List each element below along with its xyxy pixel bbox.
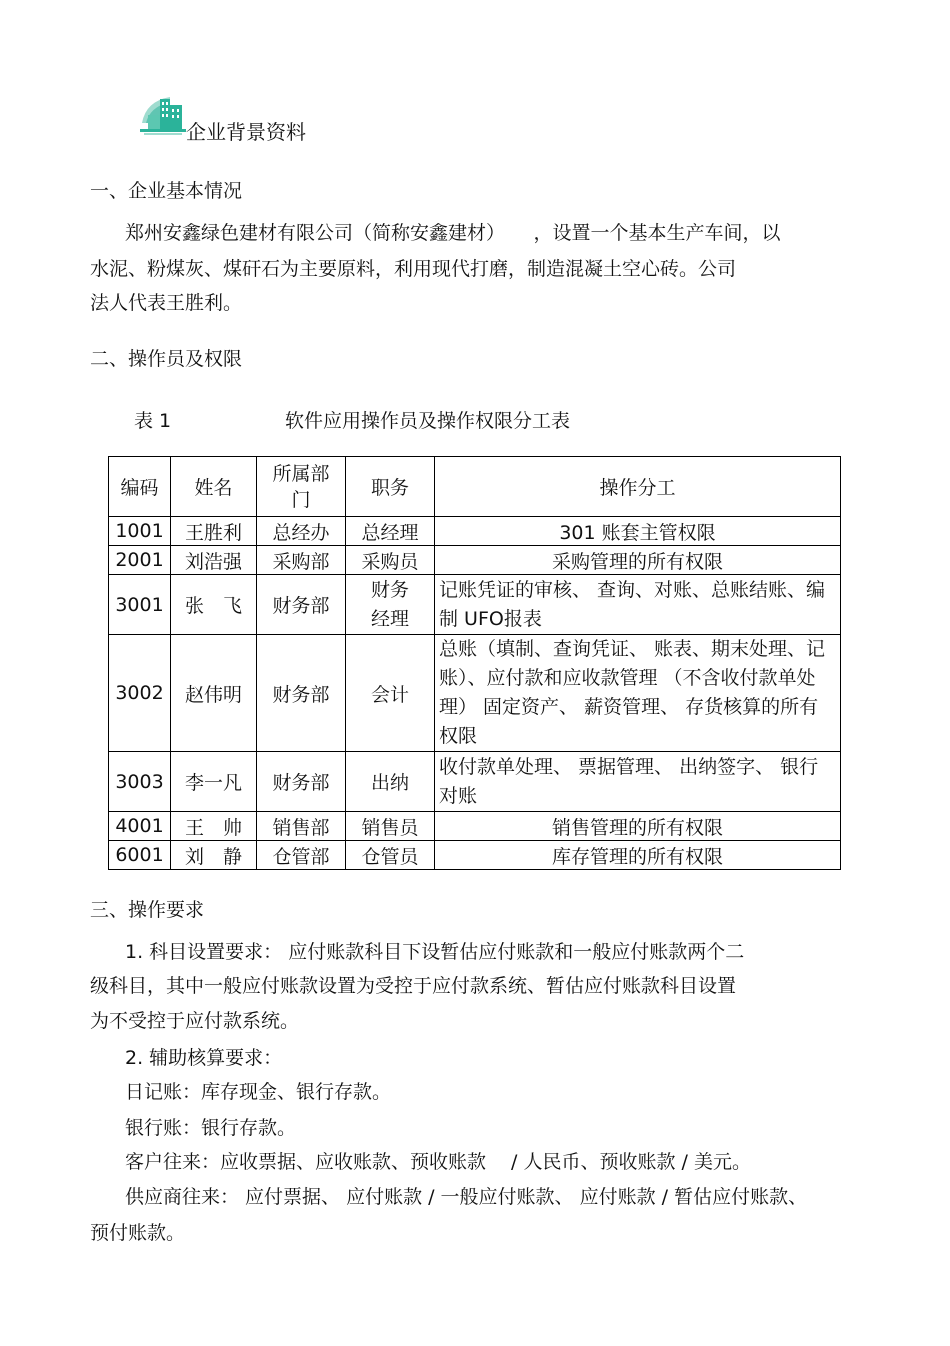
- table-row: [109, 546, 841, 575]
- cell-duty: 总账（填制、查询凭证、 账表、期末处理、记账）、应付款和应收款管理 （不含收付款单处理） 固定资产、 薪资管理、 存货核算的所有权限: [435, 635, 841, 752]
- cell-role: 财务经理: [346, 575, 435, 635]
- cell-role: 总经理: [346, 517, 435, 546]
- table-caption-number: 表 1: [134, 410, 172, 432]
- table-row: [109, 812, 841, 841]
- cell-code: 1001: [109, 517, 171, 546]
- cell-name: 李一凡: [171, 752, 257, 812]
- cell-duty: 销售管理的所有权限: [435, 812, 841, 841]
- req-1-line-2: 级科目，其中一般应付账款设置为受控于应付款系统、暂估应付账款科目设置: [90, 975, 737, 997]
- cell-name: 王胜利: [171, 517, 257, 546]
- cell-code: 2001: [109, 546, 171, 575]
- req-2-customer: 客户往来：应收票据、应收账款、预收账款 / 人民币、预收账款 / 美元。: [125, 1151, 751, 1173]
- header-code: 编码: [109, 457, 171, 517]
- cell-dept: 销售部: [257, 812, 346, 841]
- cell-role: 出纳: [346, 752, 435, 812]
- section-heading-1: 一、企业基本情况: [90, 180, 243, 202]
- cell-dept: 财务部: [257, 575, 346, 635]
- table-caption: 软件应用操作员及操作权限分工表: [285, 410, 571, 432]
- req-2-supplier-line-1: 供应商往来： 应付票据、 应付账款 / 一般应付账款、 应付账款 / 暂估应付账款、: [125, 1186, 808, 1208]
- table-row: [109, 841, 841, 870]
- cell-role: 销售员: [346, 812, 435, 841]
- table-row: [109, 575, 841, 635]
- req-1-line-1: 1. 科目设置要求： 应付账款科目下设暂估应付账款和一般应付账款两个二: [125, 941, 745, 963]
- table-row: [109, 517, 841, 546]
- cell-name: 刘 静: [171, 841, 257, 870]
- intro-line-3: 法人代表王胜利。: [90, 292, 243, 314]
- cell-code: 6001: [109, 841, 171, 870]
- req-2-heading: 2. 辅助核算要求：: [125, 1047, 283, 1069]
- req-2-bank: 银行账：银行存款。: [125, 1117, 297, 1139]
- req-2-journal: 日记账：库存现金、银行存款。: [125, 1081, 392, 1103]
- cell-dept: 财务部: [257, 752, 346, 812]
- header-dept: 所属部门: [257, 457, 346, 517]
- cell-name: 王 帅: [171, 812, 257, 841]
- cell-dept: 总经办: [257, 517, 346, 546]
- cell-duty: 采购管理的所有权限: [435, 546, 841, 575]
- building-logo-icon: [140, 93, 188, 137]
- intro-line-2: 水泥、粉煤灰、煤矸石为主要原料，利用现代打磨，制造混凝土空心砖。公司: [90, 258, 737, 280]
- cell-code: 3003: [109, 752, 171, 812]
- cell-name: 赵伟明: [171, 635, 257, 752]
- header-duty: 操作分工: [435, 457, 841, 517]
- cell-dept: 财务部: [257, 635, 346, 752]
- page-title: 企业背景资料: [186, 120, 306, 144]
- header-role: 职务: [346, 457, 435, 517]
- cell-name: 刘浩强: [171, 546, 257, 575]
- section-heading-3: 三、操作要求: [90, 899, 205, 921]
- permissions-table: [108, 456, 841, 870]
- intro-line-1: 郑州安鑫绿色建材有限公司（简称安鑫建材） ，设置一个基本生产车间，以: [125, 222, 781, 244]
- cell-code: 4001: [109, 812, 171, 841]
- cell-dept: 采购部: [257, 546, 346, 575]
- cell-duty: 库存管理的所有权限: [435, 841, 841, 870]
- table-row: [109, 635, 841, 752]
- cell-role: 仓管员: [346, 841, 435, 870]
- cell-duty: 记账凭证的审核、 查询、对账、总账结账、编制 UFO报表: [435, 575, 841, 635]
- section-heading-2: 二、操作员及权限: [90, 348, 243, 370]
- cell-code: 3001: [109, 575, 171, 635]
- table-row: [109, 752, 841, 812]
- cell-dept: 仓管部: [257, 841, 346, 870]
- cell-role: 采购员: [346, 546, 435, 575]
- table-header-row: [109, 457, 841, 517]
- cell-duty: 301 账套主管权限: [435, 517, 841, 546]
- req-2-supplier-line-2: 预付账款。: [90, 1222, 186, 1244]
- cell-code: 3002: [109, 635, 171, 752]
- cell-role: 会计: [346, 635, 435, 752]
- req-1-line-3: 为不受控于应付款系统。: [90, 1010, 300, 1032]
- cell-name: 张 飞: [171, 575, 257, 635]
- header-name: 姓名: [171, 457, 257, 517]
- cell-duty: 收付款单处理、 票据管理、 出纳签字、 银行对账: [435, 752, 841, 812]
